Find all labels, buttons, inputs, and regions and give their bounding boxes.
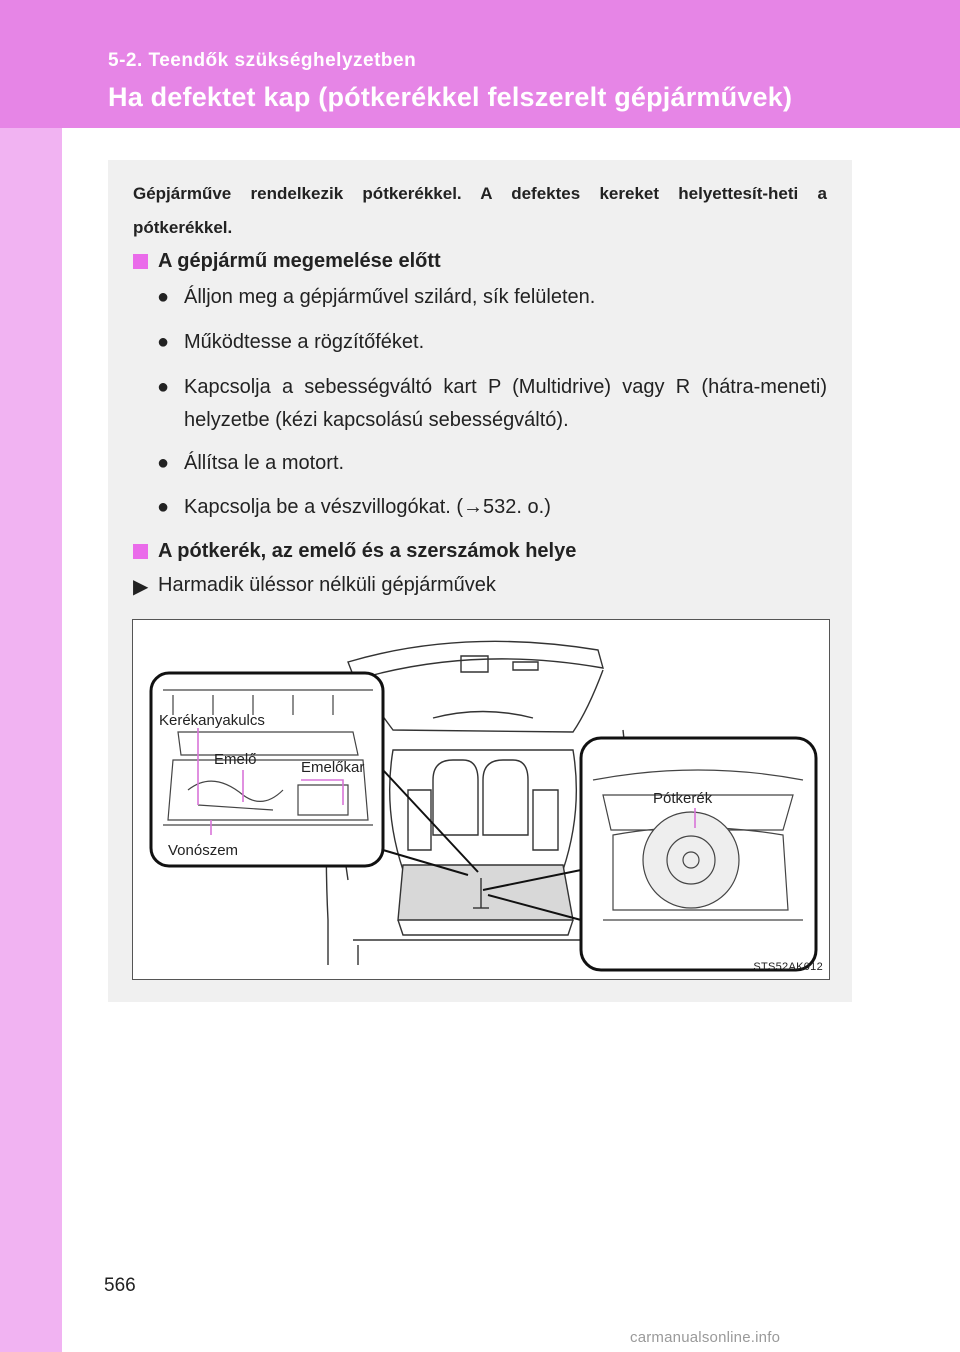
bullet-icon: ● — [157, 496, 170, 518]
list-item — [157, 281, 827, 314]
watermark: carmanualsonline.info — [630, 1329, 781, 1346]
list-item — [157, 371, 827, 437]
figure-code: STS52AK012 — [753, 961, 823, 973]
intro-text: Gépjárműve rendelkezik pótkerékkel. A defektes kereket helyettesít-heti a pótkerékkel. — [133, 184, 827, 237]
section-heading-spare-location — [133, 540, 576, 563]
side-strip — [0, 0, 62, 1352]
list-item — [157, 447, 827, 480]
header-band — [0, 0, 960, 128]
page-title: Ha defektet kap (pótkerékkel felszerelt gépjárművek) — [108, 82, 793, 112]
list-item-text: Kapcsolja a sebességváltó kart P (Multidrive) vagy R (hátra-meneti) helyzetbe (kézi kapcsolású sebességváltó). — [184, 376, 827, 431]
list-item-text: Működtesse a rögzítőféket. — [184, 331, 425, 353]
car-trunk-drawing — [133, 620, 829, 979]
section-label: 5-2. Teendők szükséghelyzetben — [108, 50, 417, 71]
list-item-text: Kapcsolja be a vészvillogókat. (→532. o.) — [184, 496, 551, 518]
bullet-icon: ● — [157, 376, 170, 398]
list-item-text: Állítsa le a motort. — [184, 452, 345, 474]
label-spare-tire: Pótkerék — [653, 790, 713, 807]
label-jack-handle: Emelőkar — [301, 759, 365, 776]
label-wrench: Kerékanyakulcs — [159, 712, 265, 729]
label-tow-eye: Vonószem — [168, 842, 239, 859]
sub-item — [133, 574, 496, 599]
bullet-icon: ● — [157, 452, 170, 474]
bullet-icon: ● — [157, 286, 170, 308]
label-jack: Emelő — [214, 751, 257, 768]
square-bullet-icon — [133, 254, 148, 269]
car-trunk-illustration — [132, 619, 830, 980]
triangle-right-icon: ▶ — [133, 576, 149, 598]
section-heading-before-lifting — [133, 250, 441, 273]
bullet-icon: ● — [157, 331, 170, 353]
list-item — [157, 326, 827, 359]
sub-item-text: Harmadik üléssor nélküli gépjárművek — [158, 574, 496, 596]
square-bullet-icon — [133, 544, 148, 559]
section-heading-text: A pótkerék, az emelő és a szerszámok helye — [158, 540, 577, 562]
list-item-text: Álljon meg a gépjárművel szilárd, sík felületen. — [184, 286, 596, 308]
page-number: 566 — [104, 1275, 136, 1296]
section-heading-text: A gépjármű megemelése előtt — [158, 250, 441, 272]
list-item — [157, 491, 827, 524]
